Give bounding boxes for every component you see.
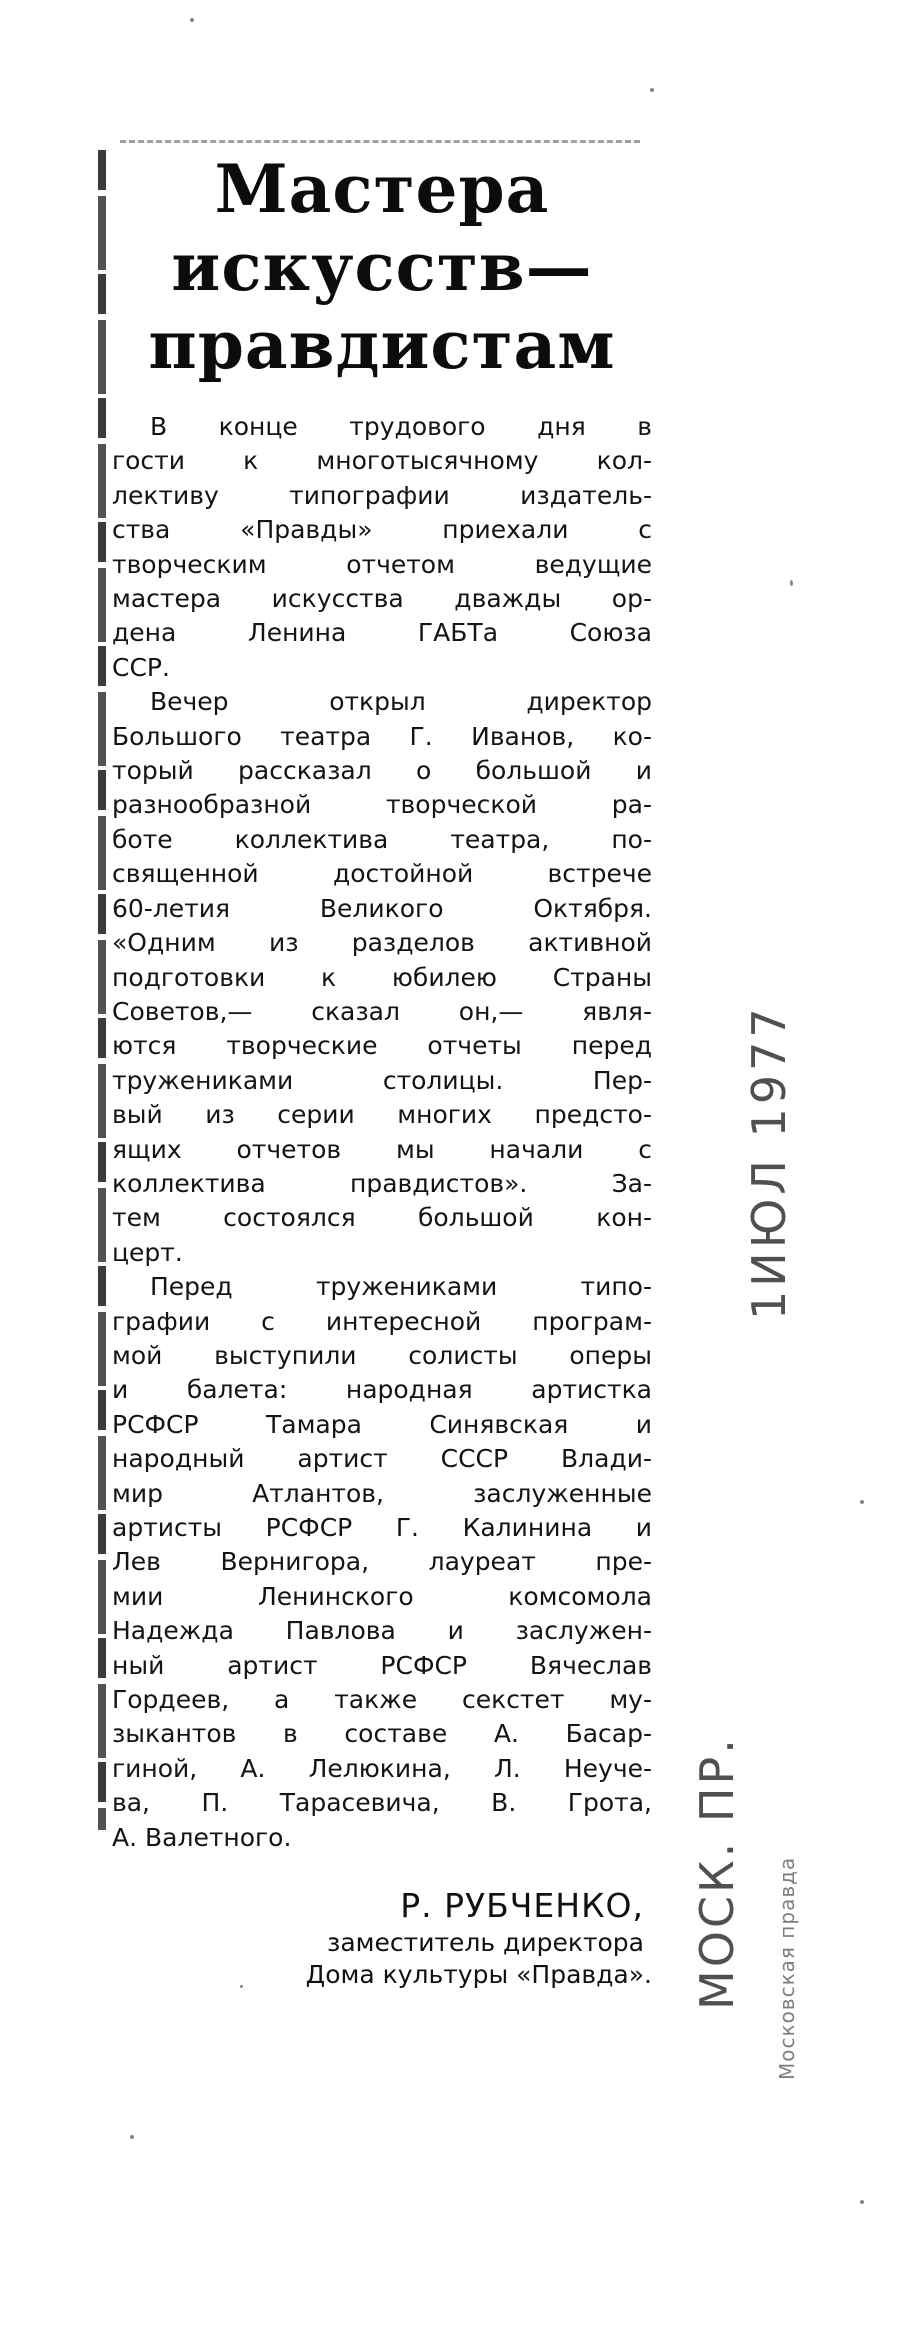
author-name: Р. РУБЧЕНКО, [400,1886,644,1926]
text-line: Лев Вернигора, лауреат пре- [112,1547,652,1577]
article-signature [112,1885,652,1991]
newspaper-small-stamp: Московская правда [775,1856,799,2080]
text-line: Надежда Павлова и заслужен- [112,1616,652,1646]
text-line: лективу типографии издатель- [112,480,652,510]
headline-line: Мастера [214,150,550,228]
text-line: графии с интересной програм- [112,1306,652,1336]
text-line: ва, П. Тарасевича, В. Грота, [112,1788,652,1818]
text-line: Перед тружениками типо- [150,1272,652,1302]
date-stamp: 1ИЮЛ 1977 [742,1004,796,1320]
text-line: подготовки к юбилею Страны [112,962,652,992]
author-organization: Дома культуры «Правда». [305,1960,652,1990]
paper-speck [860,1500,864,1504]
author-title: заместитель директора [327,1928,644,1958]
paper-speck [130,2135,134,2139]
text-line: дена Ленина ГАБТа Союза [112,618,652,648]
newspaper-stamp: МОСК. ПР. [690,1736,744,2010]
text-line: тружениками столицы. Пер- [112,1065,652,1095]
text-line: торый рассказал о большой и [112,756,652,786]
clipping-left-edge [98,150,106,1830]
text-line: артисты РСФСР Г. Калинина и [112,1513,652,1542]
text-line: Большого театра Г. Иванов, ко- [112,721,652,751]
text-line: Гордеев, а также секстет му- [112,1685,652,1715]
article-headline [112,150,652,384]
article-paragraph-2 [112,685,652,1270]
text-line: гости к многотысячному кол- [112,446,652,476]
text-line: мастера искусства дважды ор- [112,584,652,614]
article-clipping [112,150,652,1991]
article-paragraph-1 [112,410,652,685]
text-line: вый из серии многих предсто- [112,1100,652,1130]
text-line: разнообразной творческой ра- [112,790,652,820]
text-line: В конце трудового дня в [150,412,652,441]
text-line: мой выступили солисты оперы [112,1340,652,1370]
paper-speck [860,2200,864,2204]
text-line: творческим отчетом ведущие [112,549,652,579]
text-line: гиной, А. Лелюкина, Л. Неуче- [112,1753,652,1783]
text-line: «Одним из разделов активной [112,928,652,958]
headline-line: правдистам [148,306,616,384]
text-line: тем состоялся большой кон- [112,1203,652,1233]
paper-speck [190,18,194,22]
top-dashed-rule [120,140,640,143]
text-line: церт. [112,1237,183,1267]
text-line: боте коллектива театра, по- [112,824,652,854]
text-line: мии Ленинского комсомола [112,1581,652,1611]
text-line: ящих отчетов мы начали с [112,1134,652,1164]
text-line: ССР. [112,652,170,682]
text-line: А. Валетного. [112,1822,292,1852]
text-line: мир Атлантов, заслуженные [112,1478,652,1508]
text-line: Советов,— сказал он,— явля- [112,996,652,1026]
text-line: зыкантов в составе А. Басар- [112,1719,652,1749]
text-line: народный артист СССР Влади- [112,1444,652,1474]
paper-speck [240,1985,243,1988]
text-line: и балета: народная артистка [112,1375,652,1405]
text-line: священной достойной встрече [112,859,652,889]
paper-speck [790,580,793,586]
text-line: коллектива правдистов». За- [112,1168,652,1198]
text-line: ются творческие отчеты перед [112,1031,652,1061]
text-line: ный артист РСФСР Вячеслав [112,1650,652,1680]
text-line: Вечер открыл директор [150,687,652,717]
text-line: РСФСР Тамара Синявская и [112,1409,652,1439]
text-line: ства «Правды» приехали с [112,515,652,545]
headline-line: искусств— [171,228,593,306]
article-paragraph-3 [112,1270,652,1855]
text-line: 60-летия Великого Октября. [112,893,652,923]
paper-speck [650,88,654,92]
article-body [112,410,652,1855]
